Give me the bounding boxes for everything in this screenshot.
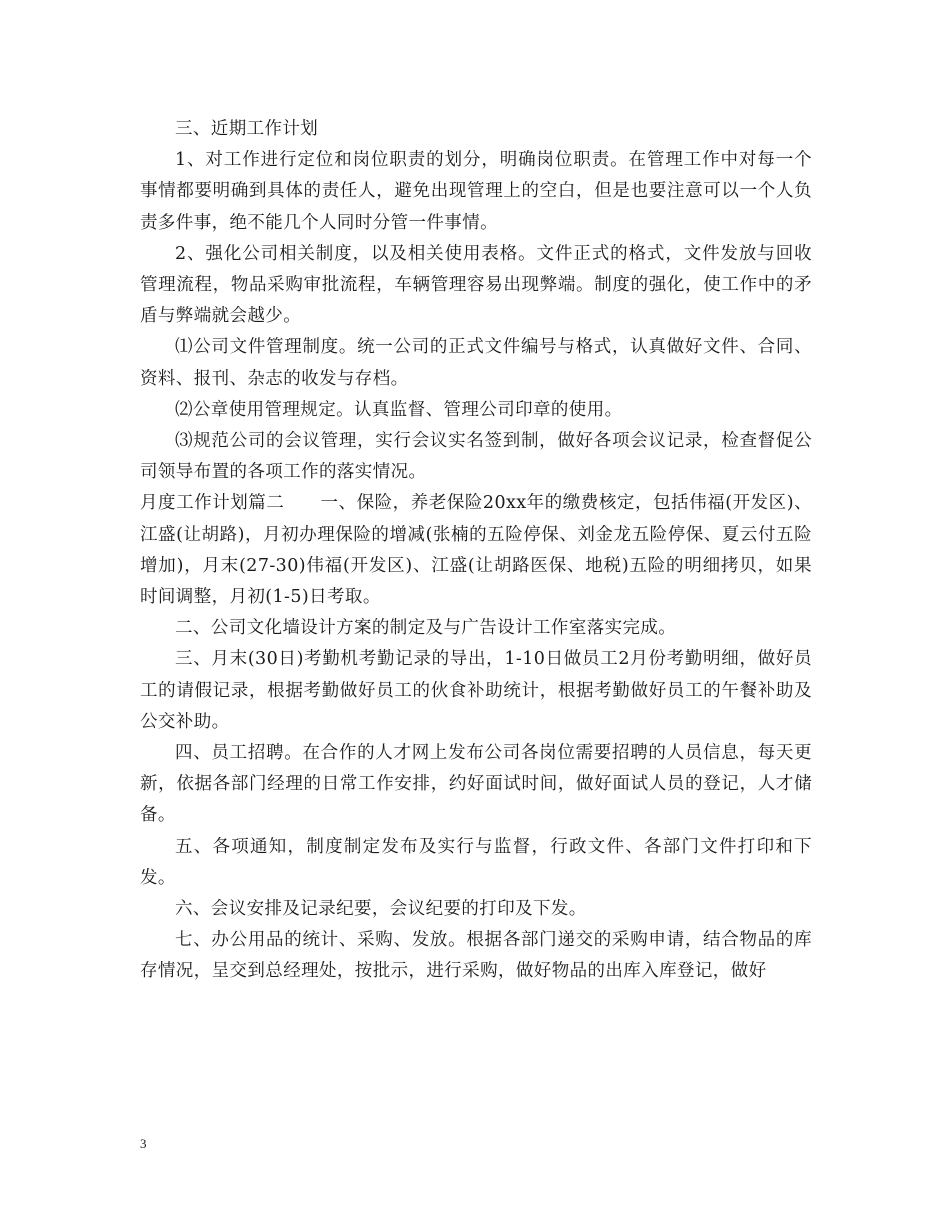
paragraph-9: 三、月末(30日)考勤机考勤记录的导出，1-10日做员工2月份考勤明细，做好员工的请假记录，根据考勤做好员工的伙食补助统计，根据考勤做好员工的午餐补助及公交补助。 (140, 649, 812, 732)
page-number: 3 (140, 1136, 147, 1151)
paragraph-10: 四、员工招聘。在合作的人才网上发布公司各岗位需要招聘的人员信息，每天更新，依据各部门经理的日常工作安排，约好面试时间，做好面试人员的登记，人才储备。 (140, 743, 812, 826)
paragraph-12: 六、会议安排及记录纪要，会议纪要的打印及下发。 (175, 899, 587, 920)
paragraph-6: ⑶规范公司的会议管理，实行会议实名签到制，做好各项会议记录，检查督促公司领导布置的各项工作的落实情况。 (140, 431, 812, 483)
paragraph-13: 七、办公用品的统计、采购、发放。根据各部门递交的采购申请，结合物品的库存情况，呈交到总经理处，按批示，进行采购，做好物品的出库入库登记，做好 (140, 930, 812, 982)
paragraph-4: ⑴公司文件管理制度。统一公司的正式文件编号与格式，认真做好文件、合同、资料、报刊、杂志的收发与存档。 (140, 337, 812, 389)
paragraph-11: 五、各项通知，制度制定发布及实行与监督，行政文件、各部门文件打印和下发。 (140, 836, 812, 888)
paragraph-5: ⑵公章使用管理规定。认真监督、管理公司印章的使用。 (175, 399, 623, 420)
paragraph-7: 月度工作计划篇二 一、保险，养老保险20xx年的缴费核定，包括伟福(开发区)、江盛(让胡路)，月初办理保险的增减(张楠的五险停保、刘金龙五险停保、夏云付五险增加)，月末(27-30)伟福(开发区)、江盛(让胡路医保、地税)五险的明细拷贝，如果时间调整，月初(1-5)日考取。 (140, 493, 812, 608)
paragraph-3: 2、强化公司相关制度，以及相关使用表格。文件正式的格式，文件发放与回收管理流程，物品采购审批流程，车辆管理容易出现弊端。制度的强化，使工作中的矛盾与弊端就会越少。 (140, 243, 812, 327)
paragraph-2: 1、对工作进行定位和岗位职责的划分，明确岗位职责。在管理工作中对每一个事情都要明确到具体的责任人，避免出现管理上的空白，但是也要注意可以一个人负责多件事，绝不能几个人同时分管一件事情。 (140, 150, 812, 233)
paragraph-8: 二、公司文化墙设计方案的制定及与广告设计工作室落实完成。 (175, 618, 677, 639)
document-body (140, 114, 812, 988)
paragraph-1: 三、近期工作计划 (175, 119, 319, 139)
